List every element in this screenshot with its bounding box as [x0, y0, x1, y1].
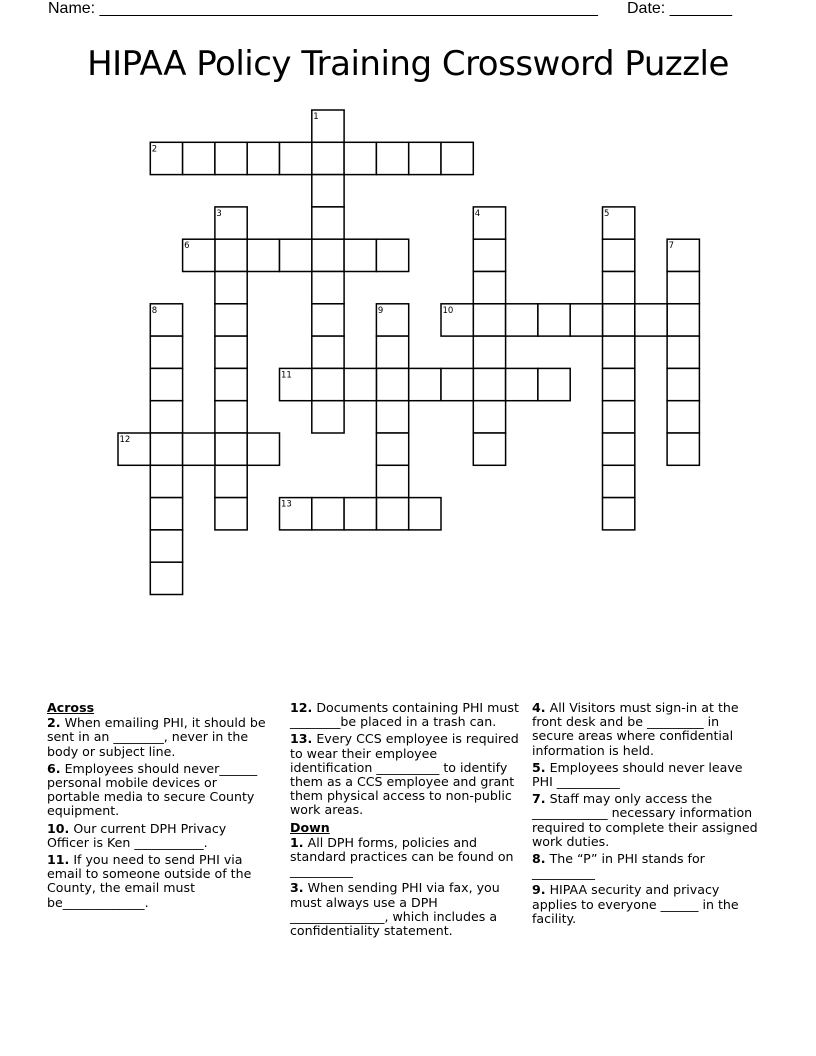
grid-cell[interactable]: [312, 498, 344, 530]
grid-cell[interactable]: [312, 401, 344, 433]
grid-cell[interactable]: [473, 272, 505, 304]
grid-cell[interactable]: [344, 239, 376, 271]
grid-cell[interactable]: [376, 401, 408, 433]
grid-cell[interactable]: [667, 368, 699, 400]
grid-cell[interactable]: [473, 368, 505, 400]
grid-cell[interactable]: [538, 368, 570, 400]
grid-cell[interactable]: [376, 465, 408, 497]
grid-cell[interactable]: [344, 498, 376, 530]
grid-cell[interactable]: [376, 142, 408, 174]
grid-cell[interactable]: [215, 433, 247, 465]
clues-column-3: [532, 701, 758, 929]
clue-number-5: 5: [604, 208, 610, 219]
grid-cell[interactable]: [667, 304, 699, 336]
clue-number-3: 3: [216, 208, 222, 219]
grid-cell[interactable]: [570, 304, 602, 336]
clues-column-1: [47, 701, 272, 913]
grid-cell[interactable]: [312, 142, 344, 174]
page-title: HIPAA Policy Training Crossword Puzzle: [87, 44, 729, 84]
grid-cell[interactable]: [376, 336, 408, 368]
clue-number-9: 9: [377, 305, 384, 316]
grid-cell[interactable]: [603, 272, 635, 304]
grid-cell[interactable]: [473, 401, 505, 433]
grid-cell[interactable]: [150, 465, 182, 497]
clue-number-6: 6: [184, 241, 190, 252]
clue-down-5: 5. Employees should never leave PHI __________: [532, 759, 743, 790]
grid-cell[interactable]: [183, 433, 215, 465]
grid-cell[interactable]: [312, 336, 344, 368]
grid-cell[interactable]: [312, 304, 344, 336]
grid-cell[interactable]: [603, 239, 635, 271]
grid-cell[interactable]: [215, 239, 247, 271]
clue-down-8: 8. The “P” in PHI stands for __________: [532, 851, 705, 881]
grid-cell[interactable]: [603, 304, 635, 336]
clue-down-7: 7. Staff may only access the ____________ necessary information required to complete their assigned work duties.: [532, 791, 758, 849]
grid-cell[interactable]: [667, 401, 699, 433]
grid-cell[interactable]: [312, 368, 344, 400]
clue-across-12: 12. Documents containing PHI must ________be placed in a trash can.: [290, 700, 519, 730]
grid-cell[interactable]: [150, 498, 182, 530]
grid-cell[interactable]: [150, 562, 182, 594]
grid-cell[interactable]: [150, 368, 182, 400]
grid-cell[interactable]: [215, 272, 247, 304]
clues-column-2: [290, 701, 523, 941]
clue-number-8: 8: [151, 305, 158, 316]
grid-cell[interactable]: [150, 336, 182, 368]
grid-cell[interactable]: [247, 433, 279, 465]
clue-down-1: 1. All DPH forms, policies and standard practices can be found on __________: [290, 834, 514, 879]
across-heading: Across: [47, 700, 95, 715]
grid-cell[interactable]: [473, 239, 505, 271]
grid-cell[interactable]: [183, 142, 215, 174]
name-field-label: Name: ________________________________________________________: [48, 0, 598, 17]
clue-number-1: 1: [313, 112, 319, 122]
grid-cell[interactable]: [312, 272, 344, 304]
grid-cell[interactable]: [215, 336, 247, 368]
clue-down-3: 3. When sending PHI via fax, you must always use a DPH _______________, which includes a confidentiality statement.: [290, 880, 500, 939]
grid-cell[interactable]: [376, 498, 408, 530]
grid-cell[interactable]: [635, 304, 667, 336]
grid-cell[interactable]: [280, 239, 312, 271]
clue-across-13: 13. Every CCS employee is required to wear their employee identification __________ to identify them as a CCS employee and grant them physical access to non-public work areas.: [290, 731, 519, 818]
clue-across-11: 11. If you need to send PHI via email to someone outside of the County, the email must be_____________.: [47, 852, 252, 910]
down-heading: Down: [290, 819, 330, 835]
grid-cell[interactable]: [603, 433, 635, 465]
grid-cell[interactable]: [667, 336, 699, 368]
clue-number-2: 2: [151, 144, 158, 155]
clue-number-10: 10: [442, 305, 454, 316]
grid-cell[interactable]: [473, 304, 505, 336]
grid-cell[interactable]: [667, 272, 699, 304]
grid-cell[interactable]: [409, 368, 441, 400]
clue-number-13: 13: [281, 499, 292, 510]
grid-cell[interactable]: [376, 239, 408, 271]
grid-cell[interactable]: [376, 433, 408, 465]
clue-across-10: 10. Our current DPH Privacy Officer is Ken ___________.: [47, 820, 227, 850]
clue-number-4: 4: [474, 208, 481, 219]
grid-cell[interactable]: [603, 498, 635, 530]
grid-cell[interactable]: [150, 401, 182, 433]
clue-number-11: 11: [281, 370, 292, 381]
clue-number-7: 7: [668, 241, 675, 252]
clue-down-4: 4. All Visitors must sign-in at the front desk and be _________ in secure areas where confidential information is held.: [532, 700, 739, 758]
grid-cell[interactable]: [506, 304, 538, 336]
grid-cell[interactable]: [441, 368, 473, 400]
grid-cell[interactable]: [538, 304, 570, 336]
grid-cell[interactable]: [215, 304, 247, 336]
grid-cell[interactable]: [344, 368, 376, 400]
grid-cell[interactable]: [215, 498, 247, 530]
grid-cell[interactable]: [247, 239, 279, 271]
grid-cell[interactable]: [215, 465, 247, 497]
grid-cell[interactable]: [441, 142, 473, 174]
grid-cell[interactable]: [473, 336, 505, 368]
grid-cell[interactable]: [215, 142, 247, 174]
grid-cell[interactable]: [376, 368, 408, 400]
grid-cell[interactable]: [247, 142, 279, 174]
grid-cell[interactable]: [603, 401, 635, 433]
grid-cell[interactable]: [150, 433, 182, 465]
grid-cell[interactable]: [280, 142, 312, 174]
grid-cell[interactable]: [667, 433, 699, 465]
grid-cell[interactable]: [603, 465, 635, 497]
clue-down-9: 9. HIPAA security and privacy applies to everyone ______ in the facility.: [532, 882, 739, 926]
grid-cell[interactable]: [344, 142, 376, 174]
clue-across-6: 6. Employees should never______ personal mobile devices or portable media to secure County equipment.: [47, 760, 258, 819]
grid-cell[interactable]: [603, 368, 635, 400]
grid-cell[interactable]: [409, 142, 441, 174]
grid-cell[interactable]: [473, 433, 505, 465]
clue-across-2: 2. When emailing PHI, it should be sent in an ________, never in the body or subject line.: [47, 715, 266, 759]
grid-cell[interactable]: [312, 207, 344, 239]
grid-cell[interactable]: [603, 336, 635, 368]
grid-cell[interactable]: [312, 239, 344, 271]
grid-cell[interactable]: [312, 175, 344, 207]
date-field-label: Date: _______: [627, 0, 732, 17]
grid-cell[interactable]: [215, 401, 247, 433]
grid-cell[interactable]: [215, 368, 247, 400]
grid-cell[interactable]: [409, 498, 441, 530]
grid-cell[interactable]: [150, 530, 182, 562]
clue-number-12: 12: [119, 435, 131, 445]
grid-cell[interactable]: [506, 368, 538, 400]
